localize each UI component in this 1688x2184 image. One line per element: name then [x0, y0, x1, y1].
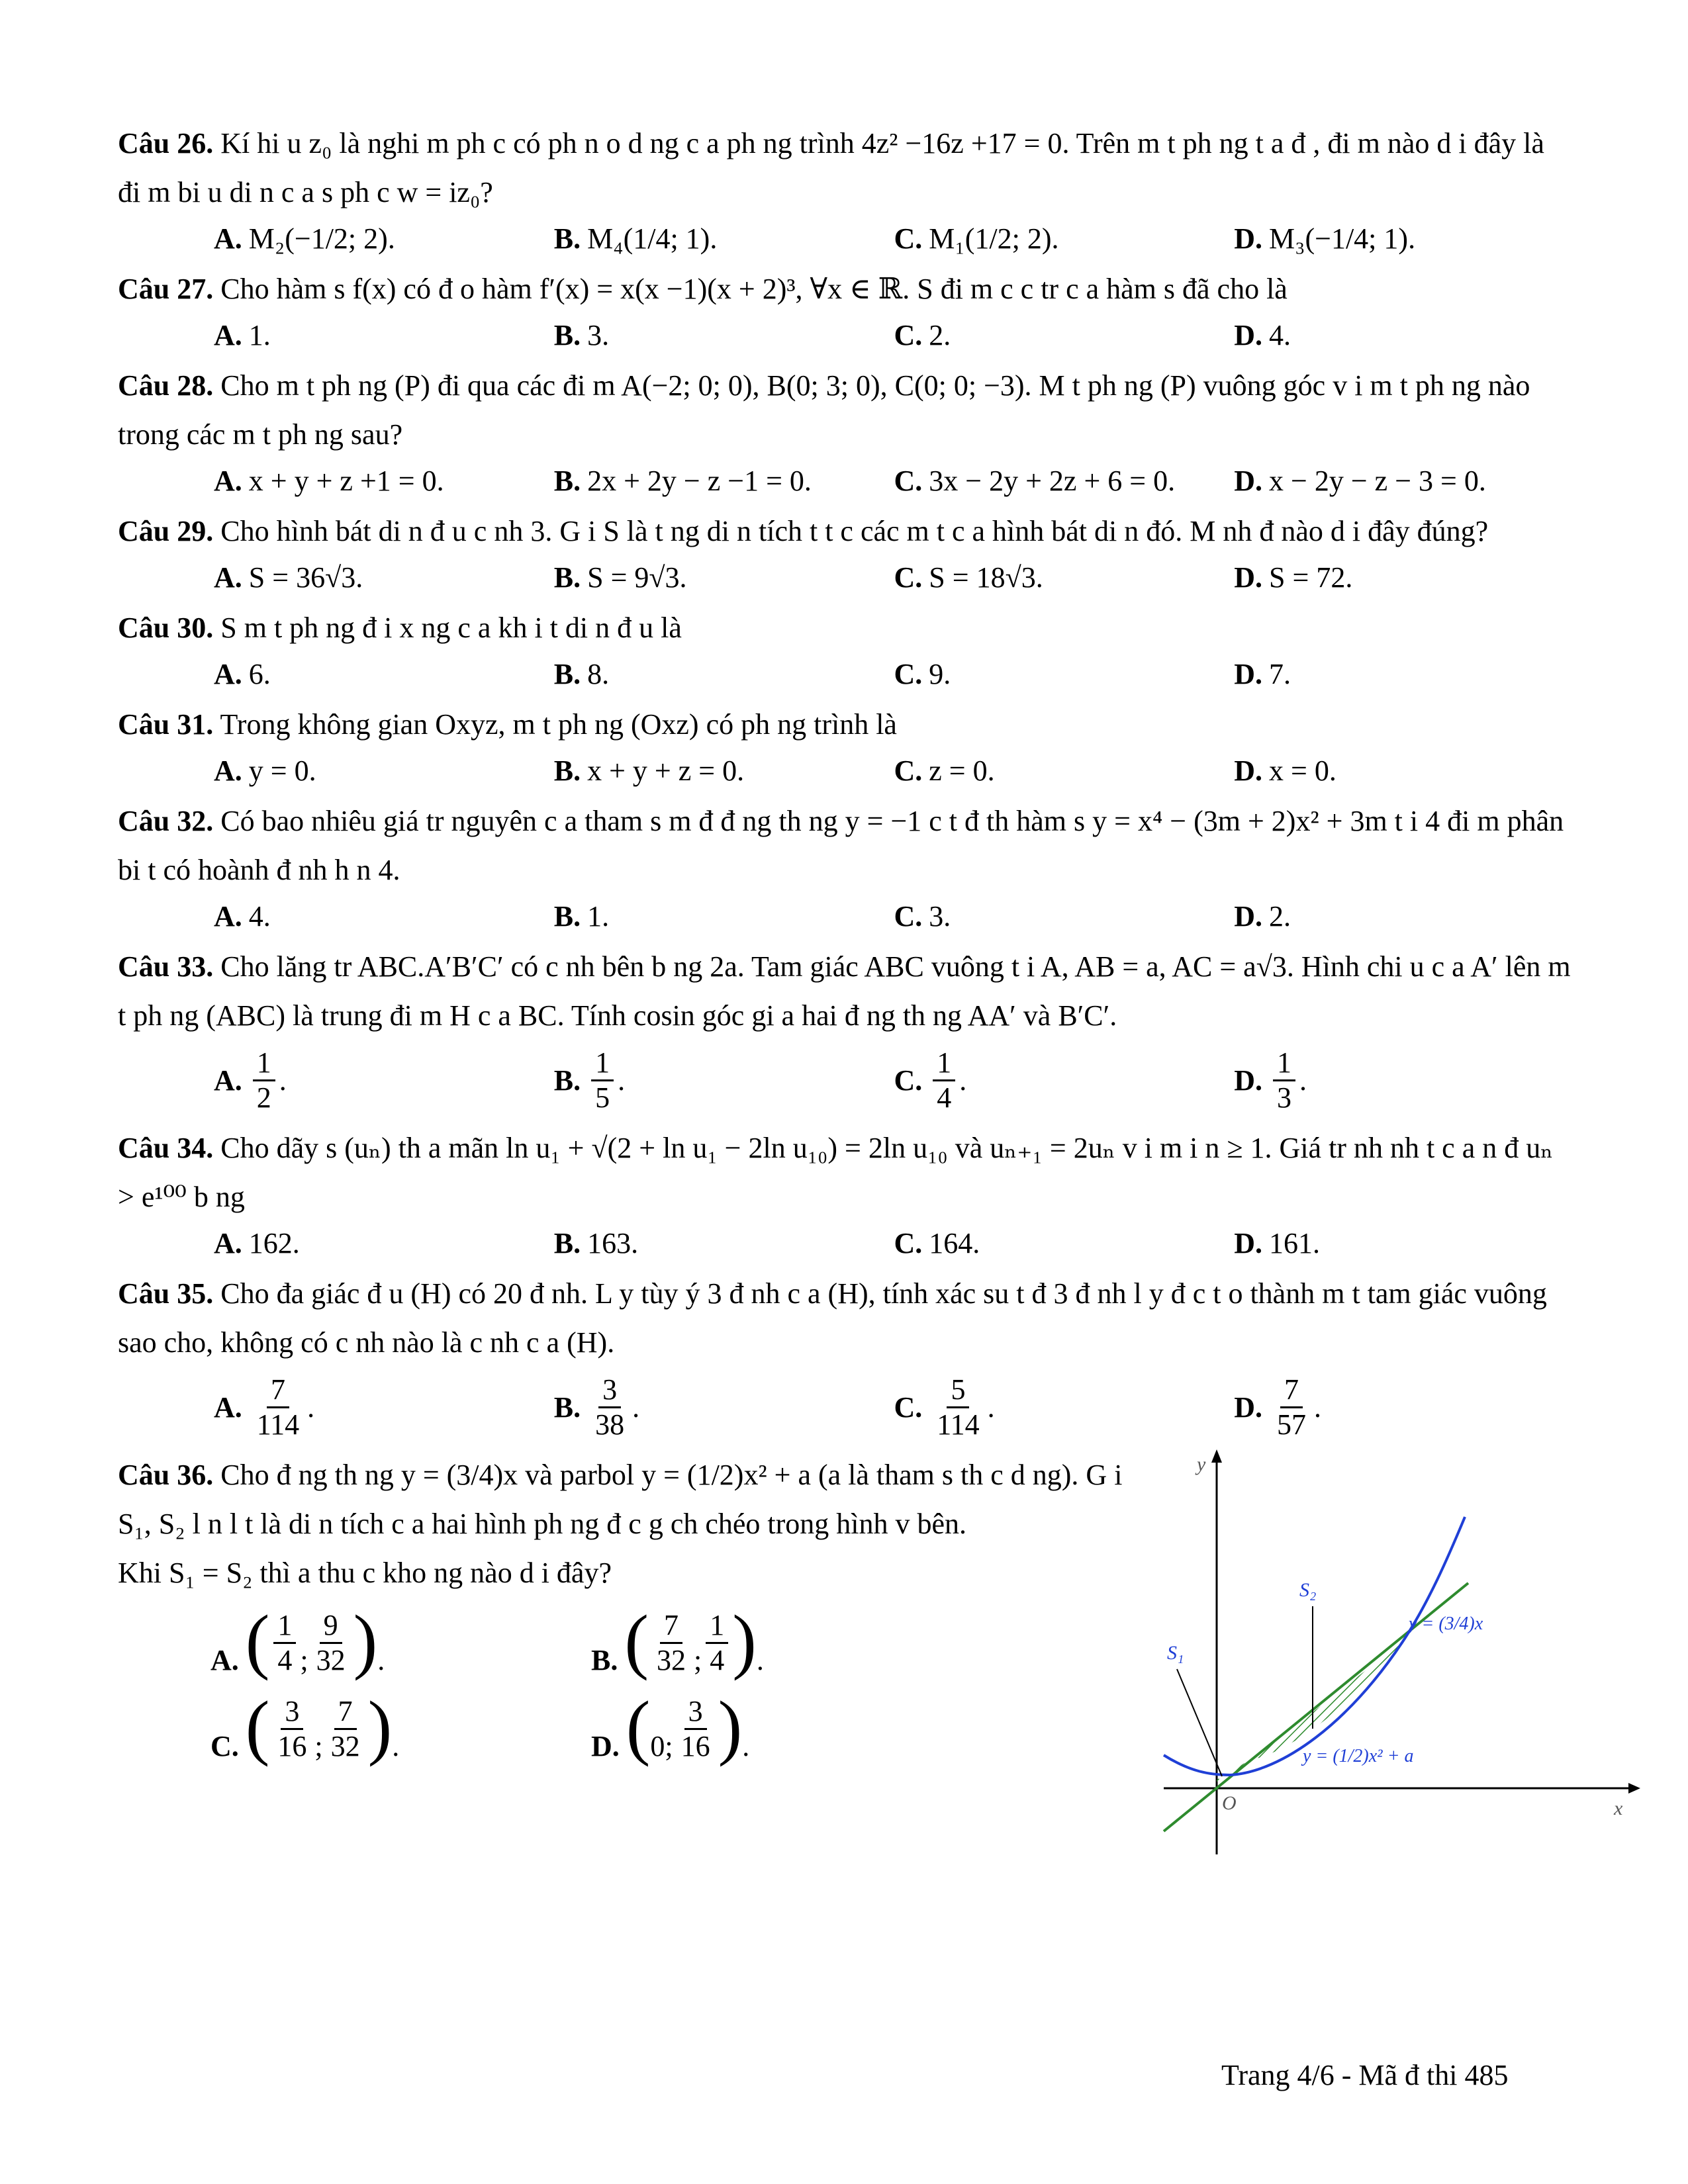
numerator: 1: [253, 1046, 275, 1081]
x-axis-label: x: [1614, 1797, 1623, 1819]
option-key: A.: [214, 222, 242, 255]
denominator: 4: [710, 1644, 725, 1676]
question-text: Cho hình bát di n đ u c nh 3. G i S là t ng di n tích t t c các m t c a hình bát di n đó. M nh đ nào d i đây đúng?: [220, 515, 1489, 547]
question-stem: [118, 942, 1574, 1040]
exam-page: [118, 119, 1623, 1865]
x-axis-arrow-icon: [1628, 1783, 1640, 1794]
s1-pointer: [1177, 1669, 1222, 1776]
question-35: [118, 1269, 1574, 1447]
option-tail: .: [392, 1730, 400, 1762]
question-27: [118, 265, 1574, 357]
right-paren: ): [718, 1686, 743, 1767]
option-key: B.: [553, 1390, 581, 1424]
question-text: S m t ph ng đ i x ng c a kh i t di n đ u là: [220, 612, 682, 644]
option-tail: .: [742, 1730, 750, 1762]
option-key: C.: [894, 319, 923, 351]
s1-label: S₁: [1167, 1642, 1184, 1664]
question-label: Câu 26.: [118, 127, 214, 159]
answer-options: [118, 653, 1574, 696]
option-key: B.: [553, 1064, 581, 1097]
option-key: A.: [214, 319, 242, 351]
question-stem: [118, 797, 1574, 895]
option-text: M₄(1/4; 1).: [587, 222, 718, 255]
answer-option[interactable]: [214, 459, 554, 503]
option-text: M₃(−1/4; 1).: [1269, 222, 1416, 255]
question-stem: [118, 700, 1574, 749]
option-key: A.: [214, 900, 242, 933]
option-key: D.: [1234, 1227, 1263, 1259]
question-label: Câu 36.: [118, 1459, 214, 1491]
question-label: Câu 31.: [118, 708, 214, 741]
option-key: D.: [1234, 900, 1263, 933]
option-text: 8.: [587, 658, 610, 690]
answer-option[interactable]: [894, 1046, 1235, 1115]
answer-options: [118, 1222, 1574, 1265]
question-29: [118, 507, 1574, 600]
fraction: [273, 1695, 310, 1763]
parabola-equation-label: y = (1/2)x² + a: [1303, 1746, 1414, 1766]
answer-options: [118, 1040, 1574, 1120]
option-tail: .: [618, 1064, 626, 1097]
option-tail: .: [632, 1390, 640, 1424]
option-tail: .: [307, 1390, 315, 1424]
option-text: x + y + z +1 = 0.: [248, 465, 444, 497]
option-key: D.: [1234, 465, 1263, 497]
fraction: [933, 1373, 983, 1441]
question-36-stem-2: Khi S₁ = S₂ thì a thu c kho ng nào d i đây?: [118, 1557, 612, 1589]
left-paren: (: [624, 1600, 649, 1681]
option-key: C.: [894, 754, 923, 787]
option-key: D.: [1234, 658, 1263, 690]
denominator: 3: [1277, 1081, 1292, 1114]
origin-label: O: [1222, 1792, 1237, 1814]
line-equation-label: y = (3/4)x: [1409, 1614, 1483, 1634]
s2-label: S₂: [1299, 1579, 1317, 1601]
numerator: 7: [334, 1695, 357, 1730]
denominator: 32: [330, 1730, 360, 1762]
right-paren: ): [353, 1600, 378, 1681]
option-key: C.: [894, 561, 923, 594]
option-text: 2.: [1269, 900, 1291, 933]
numerator: 1: [591, 1046, 614, 1081]
option-key: B.: [591, 1644, 618, 1676]
option-text: 162.: [248, 1227, 300, 1259]
option-text: 3x − 2y + 2z + 6 = 0.: [929, 465, 1176, 497]
separator: ;: [694, 1644, 702, 1676]
answer-option[interactable]: [1234, 1373, 1574, 1441]
option-key: D.: [1234, 319, 1263, 351]
answer-option[interactable]: [214, 895, 554, 938]
option-tail: .: [1314, 1390, 1322, 1424]
answer-options: [118, 895, 1574, 938]
question-text: Có bao nhiêu giá tr nguyên c a tham s m đ đ ng th ng y = −1 c t đ th hàm s y = x⁴ − (3m + 2)x² + 3m t i 4 đi m phân bi t có hoành đ nh h n 4.: [118, 805, 1564, 886]
numerator: 7: [267, 1373, 289, 1408]
question-stem: [118, 361, 1574, 459]
question-33: [118, 942, 1574, 1120]
option-text: x − 2y − z − 3 = 0.: [1269, 465, 1486, 497]
question-text: Cho lăng tr ABC.A′B′C′ có c nh bên b ng 2a. Tam giác ABC vuông t i A, AB = a, AC = a√3. Hình chi u c a A′ lên m t ph ng (ABC) là trung đi m H c a BC. Tính cosin góc gi a hai đ ng th ng AA′ và B′C′.: [118, 950, 1571, 1032]
option-text: S = 36√3.: [248, 561, 363, 594]
option-text: S = 72.: [1269, 561, 1353, 594]
answer-option[interactable]: [1234, 1046, 1574, 1115]
numerator: 5: [947, 1373, 969, 1408]
fraction: [1273, 1046, 1295, 1115]
option-key: B.: [553, 319, 581, 351]
option-text: 3.: [587, 319, 610, 351]
y-axis-arrow-icon: [1211, 1449, 1222, 1463]
option-tail: .: [1299, 1064, 1307, 1097]
denominator: 16: [277, 1730, 307, 1762]
option-key: C.: [894, 900, 923, 933]
question-text: Cho đa giác đ u (H) có 20 đ nh. L y tùy ý 3 đ nh c a (H), tính xác su t đ 3 đ nh l y đ c t o thành m t tam giác vuông sao cho, không có c nh nào là c nh c a (H).: [118, 1277, 1547, 1359]
option-text: z = 0.: [929, 754, 995, 787]
answer-option[interactable]: [894, 459, 1235, 503]
right-paren: ): [367, 1686, 393, 1767]
option-text: S = 9√3.: [587, 561, 687, 594]
option-key: C.: [894, 465, 923, 497]
option-text: 6.: [248, 658, 271, 690]
answer-option[interactable]: [214, 556, 554, 600]
fraction: [653, 1609, 690, 1677]
answer-options: [118, 459, 1574, 503]
answer-option[interactable]: [894, 653, 1235, 696]
option-tail: .: [756, 1644, 764, 1676]
answer-option[interactable]: [591, 1686, 972, 1767]
question-stem: [118, 1269, 1574, 1367]
option-tail: .: [959, 1064, 967, 1097]
question-text: Cho hàm s f(x) có đ o hàm f′(x) = x(x −1)(x + 2)³, ∀x ∈ ℝ. S đi m c c tr c a hàm s đã cho là: [220, 273, 1288, 305]
option-text: y = 0.: [248, 754, 316, 787]
left-paren: (: [626, 1686, 651, 1767]
page-footer: Trang 4/6 - Mã đ thi 485: [1221, 2059, 1509, 2091]
answer-option[interactable]: [554, 556, 894, 600]
answer-option[interactable]: [214, 1222, 554, 1265]
fraction: [253, 1046, 275, 1115]
denominator: 4: [277, 1644, 293, 1676]
answer-option[interactable]: [894, 749, 1235, 793]
answer-options: [118, 314, 1574, 357]
numerator: 9: [320, 1609, 342, 1644]
option-text: x = 0.: [1269, 754, 1336, 787]
option-text: 163.: [587, 1227, 639, 1259]
denominator: 57: [1277, 1408, 1307, 1441]
question-label: Câu 27.: [118, 273, 214, 305]
option-key: B.: [553, 658, 581, 690]
answer-option[interactable]: [894, 314, 1235, 357]
fraction: [273, 1609, 296, 1677]
option-tail: .: [279, 1064, 287, 1097]
option-key: B.: [553, 900, 581, 933]
numerator: 7: [1280, 1373, 1303, 1408]
answer-option[interactable]: [554, 1373, 894, 1441]
question-32: [118, 797, 1574, 938]
question-label: Câu 34.: [118, 1132, 214, 1164]
option-key: C.: [894, 222, 923, 255]
denominator: 38: [595, 1408, 625, 1441]
answer-option[interactable]: [214, 314, 554, 357]
answer-options: [118, 556, 1574, 600]
question-31: [118, 700, 1574, 793]
option-text: 4.: [248, 900, 271, 933]
option-text: 1.: [248, 319, 271, 351]
option-key: D.: [1234, 222, 1263, 255]
option-key: C.: [894, 658, 923, 690]
option-key: D.: [1234, 1390, 1263, 1424]
option-key: B.: [553, 561, 581, 594]
answer-option[interactable]: [554, 895, 894, 938]
option-key: D.: [1234, 754, 1263, 787]
answer-option[interactable]: [554, 1222, 894, 1265]
denominator: 32: [316, 1644, 346, 1676]
fraction: [706, 1609, 728, 1677]
question-30: [118, 604, 1574, 696]
denominator: 4: [937, 1081, 952, 1114]
left-paren: (: [245, 1600, 270, 1681]
denominator: 16: [680, 1730, 710, 1762]
left-paren: (: [245, 1686, 270, 1767]
option-key: A.: [214, 465, 242, 497]
numerator: 1: [1273, 1046, 1295, 1081]
fraction: [312, 1609, 350, 1677]
denominator: 114: [256, 1408, 300, 1441]
option-key: C.: [211, 1730, 239, 1762]
answer-option[interactable]: [214, 1046, 554, 1115]
option-key: A.: [214, 1390, 242, 1424]
option-text: 3.: [929, 900, 951, 933]
fraction: [677, 1695, 714, 1763]
denominator: 32: [657, 1644, 686, 1676]
option-key: C.: [894, 1390, 923, 1424]
answer-option[interactable]: [894, 556, 1235, 600]
option-key: A.: [214, 1064, 242, 1097]
question-stem: [118, 604, 1574, 653]
question-36-stem: [118, 1451, 1150, 1598]
option-key: A.: [211, 1644, 239, 1676]
fraction: [933, 1046, 955, 1115]
option-text: 161.: [1269, 1227, 1321, 1259]
numerator: 1: [933, 1046, 955, 1081]
separator: ;: [300, 1644, 308, 1676]
option-tail: .: [377, 1644, 385, 1676]
option-tail: .: [987, 1390, 995, 1424]
fraction: [591, 1373, 628, 1441]
fraction: [1273, 1373, 1310, 1441]
answer-option[interactable]: [554, 314, 894, 357]
answer-options: [118, 217, 1574, 261]
numerator: 1: [706, 1609, 728, 1644]
parabola-curve: [1164, 1517, 1465, 1775]
answer-option[interactable]: [1234, 1222, 1574, 1265]
question-label: Câu 29.: [118, 515, 214, 547]
answer-option[interactable]: [1234, 459, 1574, 503]
question-label: Câu 33.: [118, 950, 214, 983]
option-key: D.: [591, 1730, 620, 1762]
denominator: 114: [937, 1408, 980, 1441]
parabola-line-graph: [1150, 1444, 1654, 1868]
question-label: Câu 28.: [118, 369, 214, 402]
question-text: Trong không gian Oxyz, m t ph ng (Oxz) có ph ng trình là: [220, 708, 897, 741]
question-text: Kí hi u z₀ là nghi m ph c có ph n o d ng c a ph ng trình 4z² −16z +17 = 0. Trên m t ph ng t a đ , đi m nào d i đây là đi m bi u di n c a s ph c w = iz₀?: [118, 127, 1544, 208]
answer-option[interactable]: [1234, 653, 1574, 696]
option-key: C.: [894, 1064, 923, 1097]
numerator: 3: [281, 1695, 303, 1730]
question-text: Cho m t ph ng (P) đi qua các đi m A(−2; 0; 0), B(0; 3; 0), C(0; 0; −3). M t ph ng (P) vuông góc v i m t ph ng nào trong các m t ph ng sau?: [118, 369, 1530, 451]
answer-option[interactable]: [1234, 749, 1574, 793]
numerator: 3: [684, 1695, 707, 1730]
answer-options: [118, 1367, 1574, 1447]
question-label: Câu 35.: [118, 1277, 214, 1310]
denominator: 5: [595, 1081, 610, 1114]
option-text: M₁(1/2; 2).: [929, 222, 1059, 255]
answer-option[interactable]: [211, 1600, 591, 1681]
answer-option[interactable]: [1234, 556, 1574, 600]
separator: ;: [314, 1730, 323, 1762]
answer-option[interactable]: [1234, 314, 1574, 357]
option-text: 164.: [929, 1227, 980, 1259]
answer-option[interactable]: [1234, 895, 1574, 938]
fraction: [327, 1695, 364, 1763]
denominator: 2: [256, 1081, 271, 1114]
option-text: x + y + z = 0.: [587, 754, 745, 787]
answer-option[interactable]: [894, 895, 1235, 938]
answer-option[interactable]: [591, 1600, 972, 1681]
option-key: B.: [553, 754, 581, 787]
option-text: M₂(−1/2; 2).: [248, 222, 395, 255]
answer-option[interactable]: [214, 1373, 554, 1441]
y-axis-label: y: [1197, 1453, 1206, 1475]
question-stem: [118, 265, 1574, 314]
answer-option[interactable]: [554, 653, 894, 696]
numerator: 1: [273, 1609, 296, 1644]
option-key: B.: [553, 465, 581, 497]
question-list: [118, 119, 1574, 1447]
option-text: 1.: [587, 900, 610, 933]
numerator: 3: [598, 1373, 621, 1408]
question-36: [118, 1451, 1623, 1861]
question-stem: [118, 507, 1574, 556]
option-key: A.: [214, 754, 242, 787]
answer-option[interactable]: [554, 1046, 894, 1115]
question-stem: [118, 119, 1574, 217]
question-28: [118, 361, 1574, 503]
answer-option[interactable]: [214, 653, 554, 696]
answer-option[interactable]: [214, 217, 554, 261]
question-stem: [118, 1124, 1574, 1222]
answer-option[interactable]: [211, 1686, 591, 1767]
option-key: D.: [1234, 1064, 1263, 1097]
option-key: A.: [214, 561, 242, 594]
question-label: Câu 32.: [118, 805, 214, 837]
answer-option[interactable]: [1234, 217, 1574, 261]
option-text: S = 18√3.: [929, 561, 1043, 594]
option-text: 7.: [1269, 658, 1291, 690]
option-text: 2.: [929, 319, 951, 351]
question-label: Câu 30.: [118, 612, 214, 644]
fraction: [591, 1046, 614, 1115]
answer-option[interactable]: [554, 217, 894, 261]
answer-option[interactable]: [554, 459, 894, 503]
option-key: D.: [1234, 561, 1263, 594]
option-text: 9.: [929, 658, 951, 690]
answer-option[interactable]: [894, 217, 1235, 261]
question-26: [118, 119, 1574, 261]
question-34: [118, 1124, 1574, 1265]
answer-option[interactable]: [554, 749, 894, 793]
answer-option[interactable]: [894, 1373, 1235, 1441]
question-text: Cho dãy s (uₙ) th a mãn ln u₁ + √(2 + ln u₁ − 2ln u₁₀) = 2ln u₁₀ và uₙ₊₁ = 2uₙ v i m i n ≥ 1. Giá tr nh nh t c a n đ uₙ > e¹⁰⁰ b ng: [118, 1132, 1554, 1213]
option-key: B.: [553, 222, 581, 255]
option-key: A.: [214, 1227, 242, 1259]
option-text: 2x + 2y − z −1 = 0.: [587, 465, 812, 497]
numerator: 7: [660, 1609, 682, 1644]
fraction: [253, 1373, 303, 1441]
question-36-stem-1: Cho đ ng th ng y = (3/4)x và parbol y = (1/2)x² + a (a là tham s th c d ng). G i S₁, S₂ l n l t là di n tích c a hai hình ph ng đ c g ch chéo trong hình v bên.: [118, 1459, 1123, 1540]
answer-options: [118, 749, 1574, 793]
option-key: B.: [553, 1227, 581, 1259]
right-paren: ): [732, 1600, 757, 1681]
option-key: C.: [894, 1227, 923, 1259]
answer-option[interactable]: [894, 1222, 1235, 1265]
option-text: 4.: [1269, 319, 1291, 351]
answer-option[interactable]: [214, 749, 554, 793]
interval-lead: 0;: [650, 1730, 673, 1762]
option-key: A.: [214, 658, 242, 690]
